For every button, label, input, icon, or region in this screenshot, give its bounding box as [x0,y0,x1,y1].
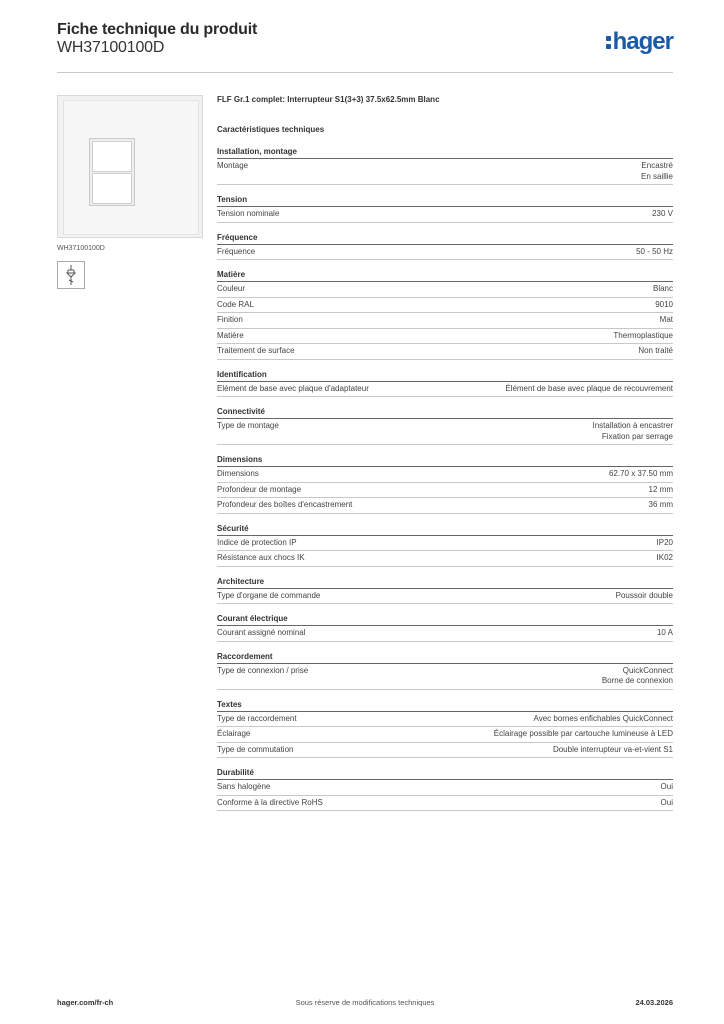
spec-value [638,346,673,357]
spec-value-line: IP20 [656,537,673,547]
product-media [57,95,203,289]
spec-row [217,298,673,314]
spec-value-line: En saillie [640,171,673,181]
spec-section [217,614,673,642]
spec-value-line: Borne de connexion [601,676,673,685]
spec-section [217,524,673,567]
spec-row [217,344,673,360]
logo-dots-icon [606,28,612,52]
spec-label: Type de connexion / prise [217,665,309,675]
spec-row [217,382,673,398]
spec-row [217,282,673,298]
spec-value [534,714,674,725]
spec-label: Couleur [217,284,246,293]
section-title: Raccordement [217,652,673,664]
spec-value [661,798,673,809]
spec-value [609,469,673,480]
switch-plate [63,100,199,235]
spec-value-line: 62.70 x 37.50 mm [608,469,673,478]
spec-label: Résistance aux chocs IK [217,553,305,562]
hager-logo [606,28,673,56]
spec-value-line: Élément de base avec plaque de recouvrement [505,383,673,393]
spec-row [217,796,673,812]
spec-section [217,455,673,514]
spec-value-line: 230 V [652,209,673,218]
section-title: Dimensions [217,455,673,467]
spec-value-line: Avec bornes enfichables QuickConnect [533,713,673,723]
spec-value-line: 9010 [655,299,673,309]
spec-label: Conforme à la directive RoHS [217,797,323,807]
section-title: Architecture [217,577,673,589]
spec-value [660,315,673,326]
footer-note: Sous réserve de modifications techniques [295,998,435,1007]
product-details [217,95,673,821]
spec-value-line: 50 - 50 Hz [636,246,673,256]
spec-value-line: Oui [660,782,673,791]
spec-section [217,147,673,185]
section-title: Matière [217,270,673,282]
spec-row [217,712,673,728]
section-title: Sécurité [217,524,673,536]
spec-label: Montage [217,161,249,170]
spec-label: Elément de base avec plaque d'adaptateur [217,383,369,393]
spec-value-line: Fixation par serrage [601,431,673,441]
spec-value-line: Double interrupteur va-et-vient S1 [552,744,673,754]
spec-value-line: Mat [659,315,673,324]
spec-row [217,207,673,223]
spec-row [217,483,673,499]
rocker-top [92,141,132,172]
spec-row [217,313,673,329]
spec-value-line: QuickConnect [622,665,673,675]
spec-row [217,780,673,796]
spec-value [652,209,673,220]
spec-label: Type de commutation [217,744,294,754]
spec-row [217,245,673,261]
spec-label: Éclairage [217,729,251,738]
section-title: Identification [217,370,673,382]
spec-label: Fréquence [217,246,256,256]
spec-value-line: Installation à encastrer [592,421,673,430]
spec-value [613,331,673,342]
spec-value-line: Oui [660,797,673,807]
page-header [57,20,673,73]
spec-value [661,782,673,793]
spec-row [217,467,673,483]
spec-label: Indice de protection IP [217,537,297,547]
product-image [57,95,203,238]
spec-row [217,159,673,185]
section-title: Installation, montage [217,147,673,159]
spec-value-line: 12 mm [648,484,673,494]
spec-row [217,536,673,552]
section-title: Textes [217,700,673,712]
spec-value [649,485,673,496]
spec-value-line: 36 mm [648,500,673,509]
footer-date: 24.03.2026 [635,998,673,1007]
spec-value [505,384,673,395]
spec-label: Profondeur de montage [217,484,302,494]
spec-section [217,700,673,759]
spec-section [217,195,673,223]
characteristics-list [217,147,673,811]
spec-label: Type d'organe de commande [217,590,321,600]
spec-value [602,666,673,687]
spec-value [649,500,673,511]
spec-row [217,498,673,514]
connection-icon [57,261,85,289]
spec-row [217,664,673,690]
spec-row [217,551,673,567]
rocker-bottom [92,173,132,204]
spec-value [616,591,673,602]
spec-value-line: Blanc [652,284,673,293]
spec-section [217,407,673,445]
spec-row [217,743,673,759]
section-title: Courant électrique [217,614,673,626]
spec-section [217,577,673,605]
page-title: Fiche technique du produit [57,21,258,38]
spec-value-line: Encastré [641,161,673,170]
spec-value [657,553,673,564]
section-title: Durabilité [217,768,673,780]
section-title: Fréquence [217,233,673,245]
spec-label: Traitement de surface [217,346,295,355]
spec-label: Tension nominale [217,209,280,218]
footer-site: hager.com/fr-ch [57,998,114,1007]
spec-row [217,329,673,345]
spec-value [657,628,673,639]
spec-value-line: Éclairage possible par cartouche lumineuse à LED [493,729,673,738]
spec-value [593,421,674,442]
spec-value-line: Non traité [638,346,673,355]
spec-label: Courant assigné nominal [217,628,306,637]
spec-value-line: Thermoplastique [613,330,673,340]
spec-label: Sans halogène [217,782,271,791]
spec-value [553,745,673,756]
section-title: Tension [217,195,673,207]
spec-section [217,768,673,811]
section-title: Connectivité [217,407,673,419]
spec-label: Dimensions [217,469,259,478]
spec-section [217,370,673,398]
spec-label: Type de montage [217,421,279,430]
characteristics-title: Caractéristiques techniques [217,125,325,134]
logo-text: hager [612,28,673,55]
spec-value [653,284,673,295]
spec-section [217,652,673,690]
spec-value [494,729,673,740]
spec-section [217,233,673,261]
spec-row [217,727,673,743]
spec-value [655,300,673,311]
switch-frame [89,138,135,206]
spec-value [636,247,673,258]
image-caption: WH37100100D [57,245,105,252]
product-description: FLF Gr.1 complet: Interrupteur S1(3+3) 37.5x62.5mm Blanc [217,95,440,104]
spec-value-line: 10 A [656,628,673,637]
spec-value-line: Poussoir double [615,590,673,600]
spec-label: Matière [217,330,244,340]
product-reference: WH37100100D [57,39,165,56]
spec-value-line: IK02 [656,553,673,562]
spec-value [641,161,673,182]
spec-label: Code RAL [217,299,254,309]
spec-label: Profondeur des boîtes d'encastrement [217,500,353,509]
spec-label: Type de raccordement [217,713,297,723]
spec-value [657,538,673,549]
spec-row [217,626,673,642]
spec-row [217,419,673,445]
spec-label: Finition [217,315,243,324]
spec-row [217,589,673,605]
spec-section [217,270,673,360]
